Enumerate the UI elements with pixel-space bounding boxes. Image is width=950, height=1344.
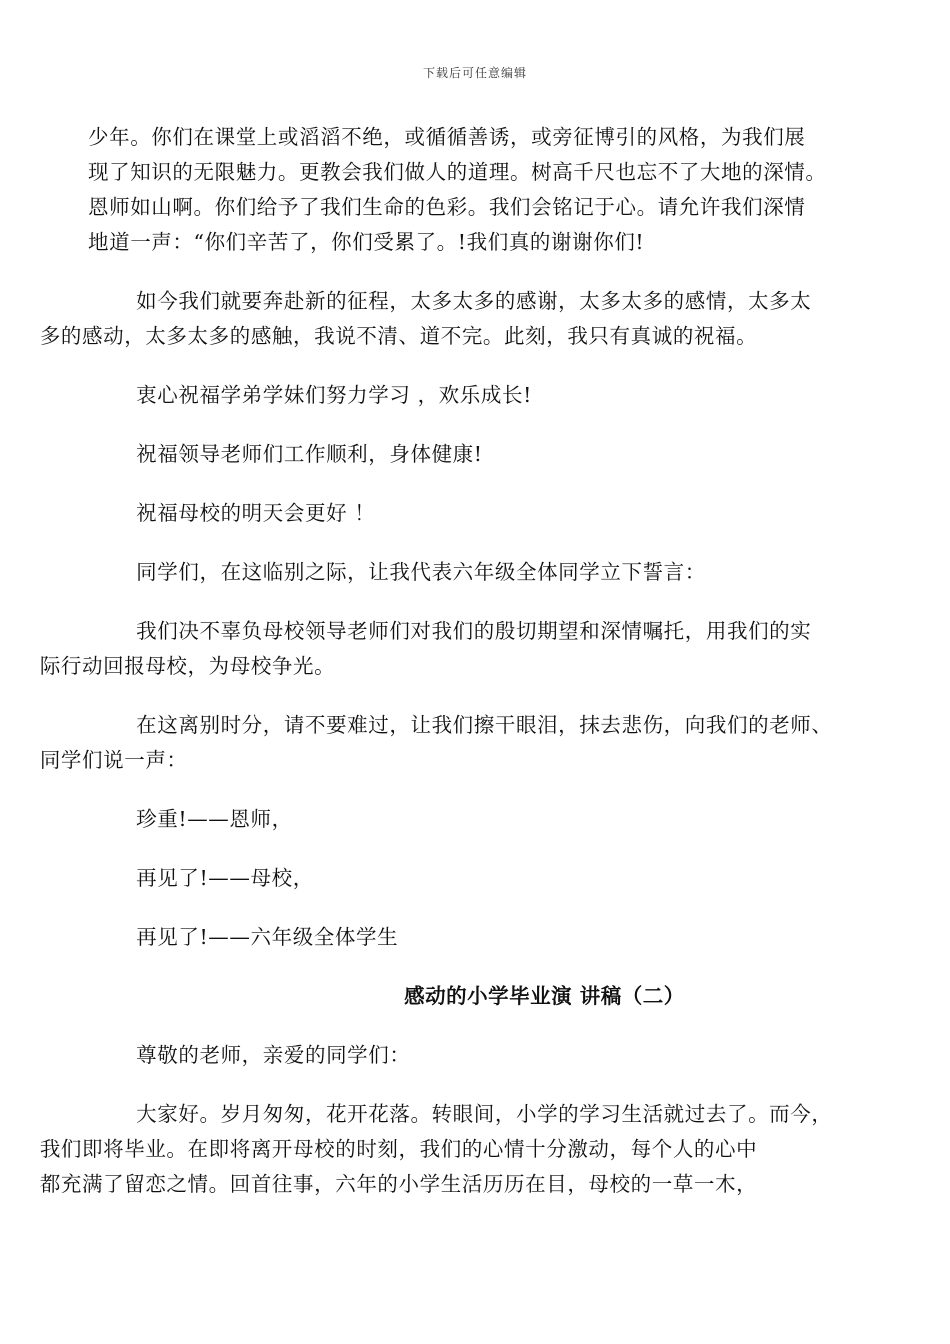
paragraph	[88, 1038, 866, 1073]
document-body	[39, 120, 866, 1226]
text-line: 同学们说一声：	[39, 748, 188, 772]
paragraph	[88, 120, 866, 260]
text-line: 衷心祝福学弟学妹们努力学习 ，欢乐成长!	[136, 383, 532, 407]
paragraph	[39, 1097, 866, 1202]
paragraph	[39, 614, 866, 684]
text-line: 再见了!——六年级全体学生	[136, 925, 399, 949]
section-title: 感动的小学毕业演 讲稿（二）	[404, 984, 685, 1008]
paragraph	[39, 708, 866, 778]
text-line: 如今我们就要奔赴新的征程，太多太多的感谢，太多太多的感情，太多太	[136, 289, 812, 313]
paragraph	[88, 437, 866, 472]
text-line: 在这离别时分，请不要难过，让我们擦干眼泪，抹去悲伤，向我们的老师、	[136, 713, 833, 737]
text-line: 地道一声：“你们辛苦了，你们受累了。!我们真的谢谢你们!	[88, 230, 645, 254]
text-line: 大家好。岁月匆匆，花开花落。转眼间，小学的学习生活就过去了。而今，	[136, 1102, 833, 1126]
paragraph	[88, 920, 866, 955]
paragraph	[88, 802, 866, 837]
page-header: 下载后可任意编辑	[422, 66, 527, 80]
paragraph	[39, 284, 866, 354]
text-line: 再见了!——母校，	[136, 866, 314, 890]
text-line: 祝福领导老师们工作顺利，身体健康!	[136, 442, 483, 466]
text-line: 祝福母校的明天会更好 ！	[136, 501, 376, 525]
paragraph	[88, 861, 866, 896]
text-line: 多的感动，太多太多的感触，我说不清、道不完。此刻，我只有真诚的祝福。	[39, 324, 758, 348]
text-line: 际行动回报母校，为母校争光。	[39, 654, 336, 678]
text-line: 少年。你们在课堂上或滔滔不绝，或循循善诱，或旁征博引的风格，为我们展	[88, 125, 806, 149]
text-line: 尊敬的老师，亲爱的同学们：	[136, 1043, 411, 1067]
text-line: 我们即将毕业。在即将离开母校的时刻，我们的心情十分激动，每个人的心中	[39, 1137, 758, 1161]
text-line: 珍重!——恩师，	[136, 807, 293, 831]
text-line: 同学们，在这临别之际，让我代表六年级全体同学立下誓言：	[136, 560, 706, 584]
paragraph	[88, 555, 866, 590]
paragraph	[88, 378, 866, 413]
text-line: 我们决不辜负母校领导老师们对我们的殷切期望和深情嘱托，用我们的实	[136, 619, 812, 643]
paragraph	[88, 496, 866, 531]
text-line: 现了知识的无限魅力。更教会我们做人的道理。树高千尺也忘不了大地的深情。	[88, 160, 827, 184]
text-line: 恩师如山啊。你们给予了我们生命的色彩。我们会铭记于心。请允许我们深情	[88, 195, 806, 219]
text-line: 都充满了留恋之情。回首往事，六年的小学生活历历在目，母校的一草一木，	[39, 1172, 758, 1196]
